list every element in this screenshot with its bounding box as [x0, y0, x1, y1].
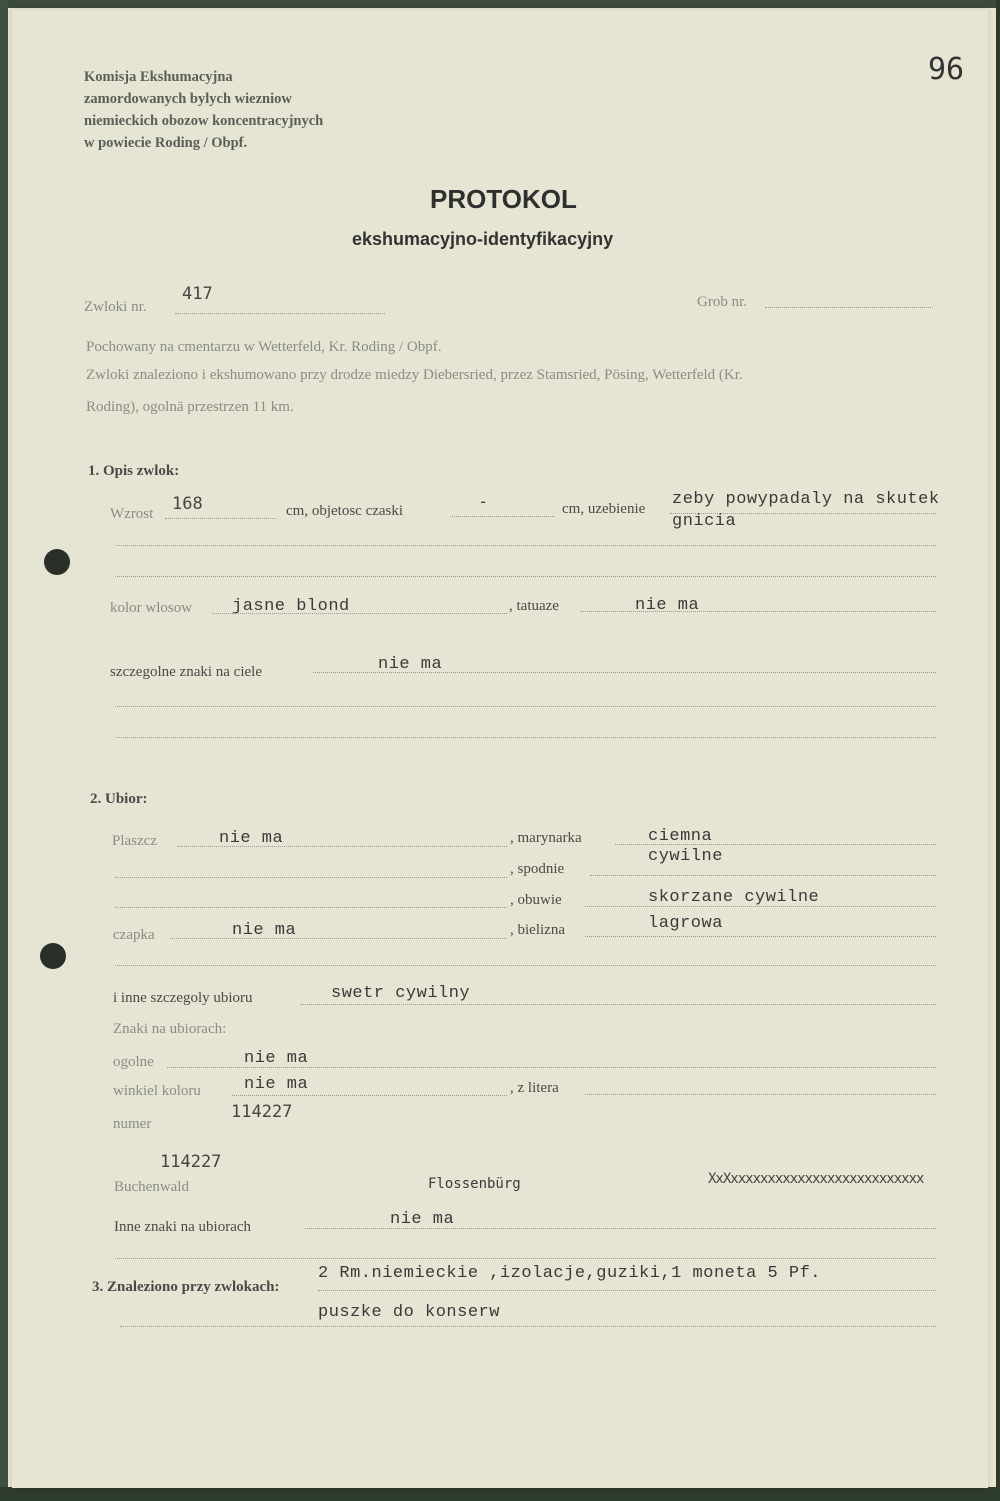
winkiel-value: nie ma — [244, 1075, 309, 1094]
kolor-label: kolor wlosow — [110, 600, 193, 616]
inne-szczegoly-value: swetr cywilny — [331, 984, 471, 1003]
spodnie-label: , spodnie — [510, 861, 565, 877]
czapka-label: czapka — [113, 927, 155, 943]
intro-line-3: Roding), ogolnä przestrzen 11 km. — [86, 399, 294, 415]
scan-border-right — [996, 0, 1000, 1501]
ogolne-label: ogolne — [113, 1054, 154, 1070]
scan-border-left — [0, 0, 8, 1501]
wzrost-value: 168 — [172, 494, 203, 514]
inne-znaki-label: Inne znaki na ubiorach — [114, 1219, 252, 1235]
marynarka-label: , marynarka — [510, 830, 582, 846]
zwloki-value: 417 — [182, 284, 213, 304]
punch-hole-bottom — [40, 943, 66, 969]
section-3-value-2: puszke do konserw — [318, 1303, 500, 1322]
marynarka-value: ciemna — [648, 827, 713, 846]
section-2-heading: 2. Ubior: — [90, 791, 148, 807]
plaszcz-value: nie ma — [219, 829, 284, 848]
ogolne-value: nie ma — [244, 1049, 309, 1068]
zwloki-label: Zwloki nr. — [84, 299, 147, 315]
numer-label: numer — [113, 1116, 152, 1132]
flossenburg-label: Flossenbürg — [428, 1176, 521, 1192]
buchenwald-label: Buchenwald — [114, 1179, 189, 1195]
z-litera-label: , z litera — [510, 1080, 559, 1096]
page-number: 96 — [928, 52, 965, 87]
struck-out-label: XxXxxxxxxxxxxxxxxxxxxxxxxxxxx — [708, 1171, 924, 1187]
org-line-1: Komisja Ekshumacyjna — [84, 69, 233, 85]
numer-value: 114227 — [231, 1102, 293, 1122]
document-subtitle: ekshumacyjno-identyfikacyjny — [352, 229, 614, 249]
intro-line-2: Zwloki znaleziono i ekshumowano przy drodze miedzy Diebersried, przez Stamsried, Pösing, Wetterfeld (Kr. — [86, 367, 743, 383]
obuwie-value: skorzane cywilne — [648, 888, 820, 907]
kolor-value: jasne blond — [232, 597, 350, 616]
document-title: PROTOKOL — [430, 184, 577, 214]
plaszcz-label: Plaszcz — [112, 833, 157, 849]
org-line-3: niemieckich obozow koncentracyjnych — [84, 113, 324, 129]
tatuaze-label: , tatuaze — [509, 598, 559, 614]
punch-hole-top — [44, 549, 70, 575]
org-line-2: zamordowanych bylych wiezniow — [84, 91, 292, 107]
uzebienie-value-1: zeby powypadaly na skutek — [672, 490, 940, 509]
czapka-value: nie ma — [232, 921, 297, 940]
grob-label: Grob nr. — [697, 294, 747, 310]
bielizna-value: lagrowa — [648, 914, 723, 933]
spodnie-value: cywilne — [648, 847, 723, 866]
scan-border-top — [0, 0, 1000, 8]
obuwie-label: , obuwie — [510, 892, 562, 908]
buchenwald-number: 114227 — [160, 1152, 222, 1172]
znaki-label: szczegolne znaki na ciele — [110, 664, 262, 680]
inne-szczegoly-label: i inne szczegoly ubioru — [113, 990, 253, 1006]
section-3-label: 3. Znaleziono przy zwlokach: — [92, 1279, 280, 1295]
objetosc-label: cm, objetosc czaski — [286, 503, 404, 519]
znaki-ubiorach-heading: Znaki na ubiorach: — [113, 1021, 227, 1037]
bielizna-label: , bielizna — [510, 922, 565, 938]
section-1-heading: 1. Opis zwlok: — [88, 463, 180, 479]
inne-znaki-value: nie ma — [390, 1210, 455, 1229]
wzrost-label: Wzrost — [110, 506, 154, 522]
intro-line-1: Pochowany na cmentarzu w Wetterfeld, Kr. Roding / Obpf. — [86, 339, 442, 355]
scan-border-bottom — [0, 1487, 1000, 1501]
org-header — [84, 66, 323, 154]
tatuaze-value: nie ma — [635, 596, 700, 615]
uzebienie-value-2: gnicia — [672, 512, 737, 531]
czaski-value: - — [478, 492, 489, 512]
section-3-value-1: 2 Rm.niemieckie ,izolacje,guziki,1 moneta 5 Pf. — [318, 1264, 821, 1283]
winkiel-label: winkiel koloru — [113, 1083, 201, 1099]
znaki-value: nie ma — [378, 655, 443, 674]
uzebienie-label: cm, uzebienie — [562, 501, 646, 517]
org-line-4: w powiecie Roding / Obpf. — [84, 135, 248, 151]
